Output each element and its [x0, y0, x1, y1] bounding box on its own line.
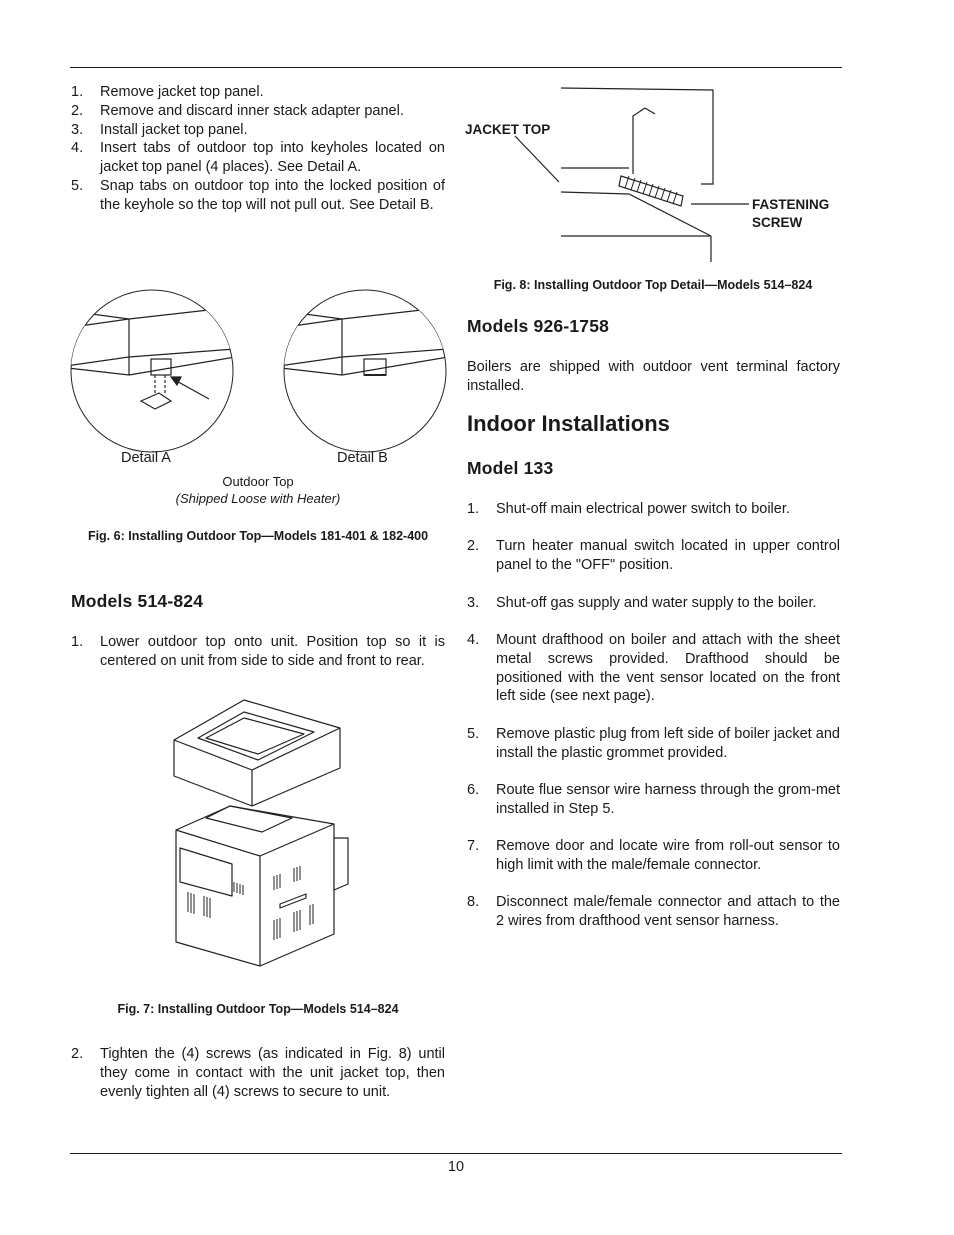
- models-926-heading: Models 926-1758: [467, 316, 610, 336]
- jacket-top-callout: JACKET TOP: [465, 122, 551, 137]
- models-514-steps: [71, 633, 445, 671]
- outdoor-top-label: Outdoor Top: [222, 474, 294, 489]
- list-item: [467, 537, 840, 575]
- top-rule: [70, 67, 842, 68]
- models-514-heading: Models 514-824: [71, 591, 204, 611]
- fastening-screw-callout-line1: FASTENING: [752, 197, 830, 212]
- list-item: [467, 893, 840, 931]
- list-item: [467, 500, 840, 519]
- step-text: Remove plastic plug from left side of boiler jacket and install the plastic grommet provided.: [496, 725, 840, 761]
- detail-b-illustration: [282, 289, 448, 454]
- step-text: Lower outdoor top onto unit. Position top so it is centered on unit from side to side and front to rear.: [100, 634, 445, 669]
- detail-a-illustration: [69, 289, 235, 454]
- model-133-steps: [467, 500, 840, 950]
- page-number: 10: [447, 1159, 465, 1175]
- step-text: Route flue sensor wire harness through the grom-met installed in Step 5.: [496, 781, 840, 817]
- boiler-outdoor-top-illustration: [170, 698, 360, 988]
- list-item: [71, 102, 445, 121]
- fastening-screw-detail-illustration: [505, 86, 755, 266]
- step-number: 2.: [71, 102, 84, 119]
- step-number: 8.: [467, 894, 480, 911]
- step-number: 1.: [467, 501, 480, 517]
- step-number: 2.: [71, 1046, 84, 1062]
- fastening-screw-callout-line2: SCREW: [752, 215, 803, 230]
- models-514-steps-continued: [71, 1045, 445, 1101]
- bottom-rule: [70, 1153, 842, 1154]
- step-number: 4.: [467, 631, 480, 648]
- detail-a-label: Detail A: [121, 450, 171, 466]
- list-item: [71, 121, 445, 140]
- list-item: [71, 139, 445, 177]
- list-item: [71, 83, 445, 102]
- list-item: [71, 1045, 445, 1101]
- list-item: [467, 725, 840, 763]
- step-text: Snap tabs on outdoor top into the locked position of the keyhole so the top will not pull out. See Detail B.: [100, 177, 445, 213]
- step-text: Shut-off gas supply and water supply to the boiler.: [496, 594, 817, 611]
- model-133-heading: Model 133: [467, 458, 554, 478]
- step-number: 6.: [467, 781, 480, 798]
- step-number: 1.: [71, 84, 84, 100]
- intro-steps-list: [71, 83, 445, 215]
- step-number: 4.: [71, 140, 84, 157]
- step-number: 3.: [467, 594, 480, 611]
- fig8-caption: Fig. 8: Installing Outdoor Top Detail—Models 514–824: [493, 278, 813, 292]
- fig7-caption: Fig. 7: Installing Outdoor Top—Models 514–824: [117, 1002, 399, 1016]
- detail-b-label: Detail B: [337, 450, 388, 466]
- models-926-paragraph: Boilers are shipped with outdoor vent terminal factory installed.: [467, 359, 840, 394]
- step-number: 5.: [71, 177, 84, 194]
- fig6-caption: Fig. 6: Installing Outdoor Top—Models 181-401 & 182-400: [87, 529, 429, 543]
- step-number: 7.: [467, 838, 480, 855]
- step-text: Remove jacket top panel.: [100, 84, 264, 100]
- list-item: [467, 837, 840, 875]
- step-text: Shut-off main electrical power switch to boiler.: [496, 501, 790, 517]
- step-text: Remove door and locate wire from roll-out sensor to high limit with the male/female connector.: [496, 838, 840, 873]
- step-number: 2.: [467, 538, 480, 555]
- step-text: Remove and discard inner stack adapter panel.: [100, 102, 404, 119]
- list-item: [71, 633, 445, 671]
- list-item: [467, 631, 840, 706]
- step-text: Disconnect male/female connector and attach to the 2 wires from drafthood vent sensor harness.: [496, 894, 840, 930]
- step-number: 1.: [71, 634, 84, 650]
- step-number: 5.: [467, 725, 480, 742]
- list-item: [467, 594, 840, 613]
- step-number: 3.: [71, 121, 84, 138]
- step-text: Tighten the (4) screws (as indicated in Fig. 8) until they come in contact with the unit jacket top, then evenly tighten all (4) screws to secure to unit.: [100, 1046, 445, 1100]
- step-text: Install jacket top panel.: [100, 121, 248, 138]
- list-item: [71, 177, 445, 215]
- step-text: Insert tabs of outdoor top into keyholes located on jacket top panel (4 places). See Detail A.: [100, 140, 445, 176]
- step-text: Turn heater manual switch located in upper control panel to the "OFF" position.: [496, 538, 840, 574]
- shipped-loose-label: (Shipped Loose with Heater): [175, 491, 341, 506]
- step-text: Mount drafthood on boiler and attach with the sheet metal screws provided. Drafthood should be positioned with the vent sensor located on the front left side (see next page).: [496, 631, 840, 705]
- list-item: [467, 781, 840, 819]
- indoor-installations-heading: Indoor Installations: [467, 411, 670, 436]
